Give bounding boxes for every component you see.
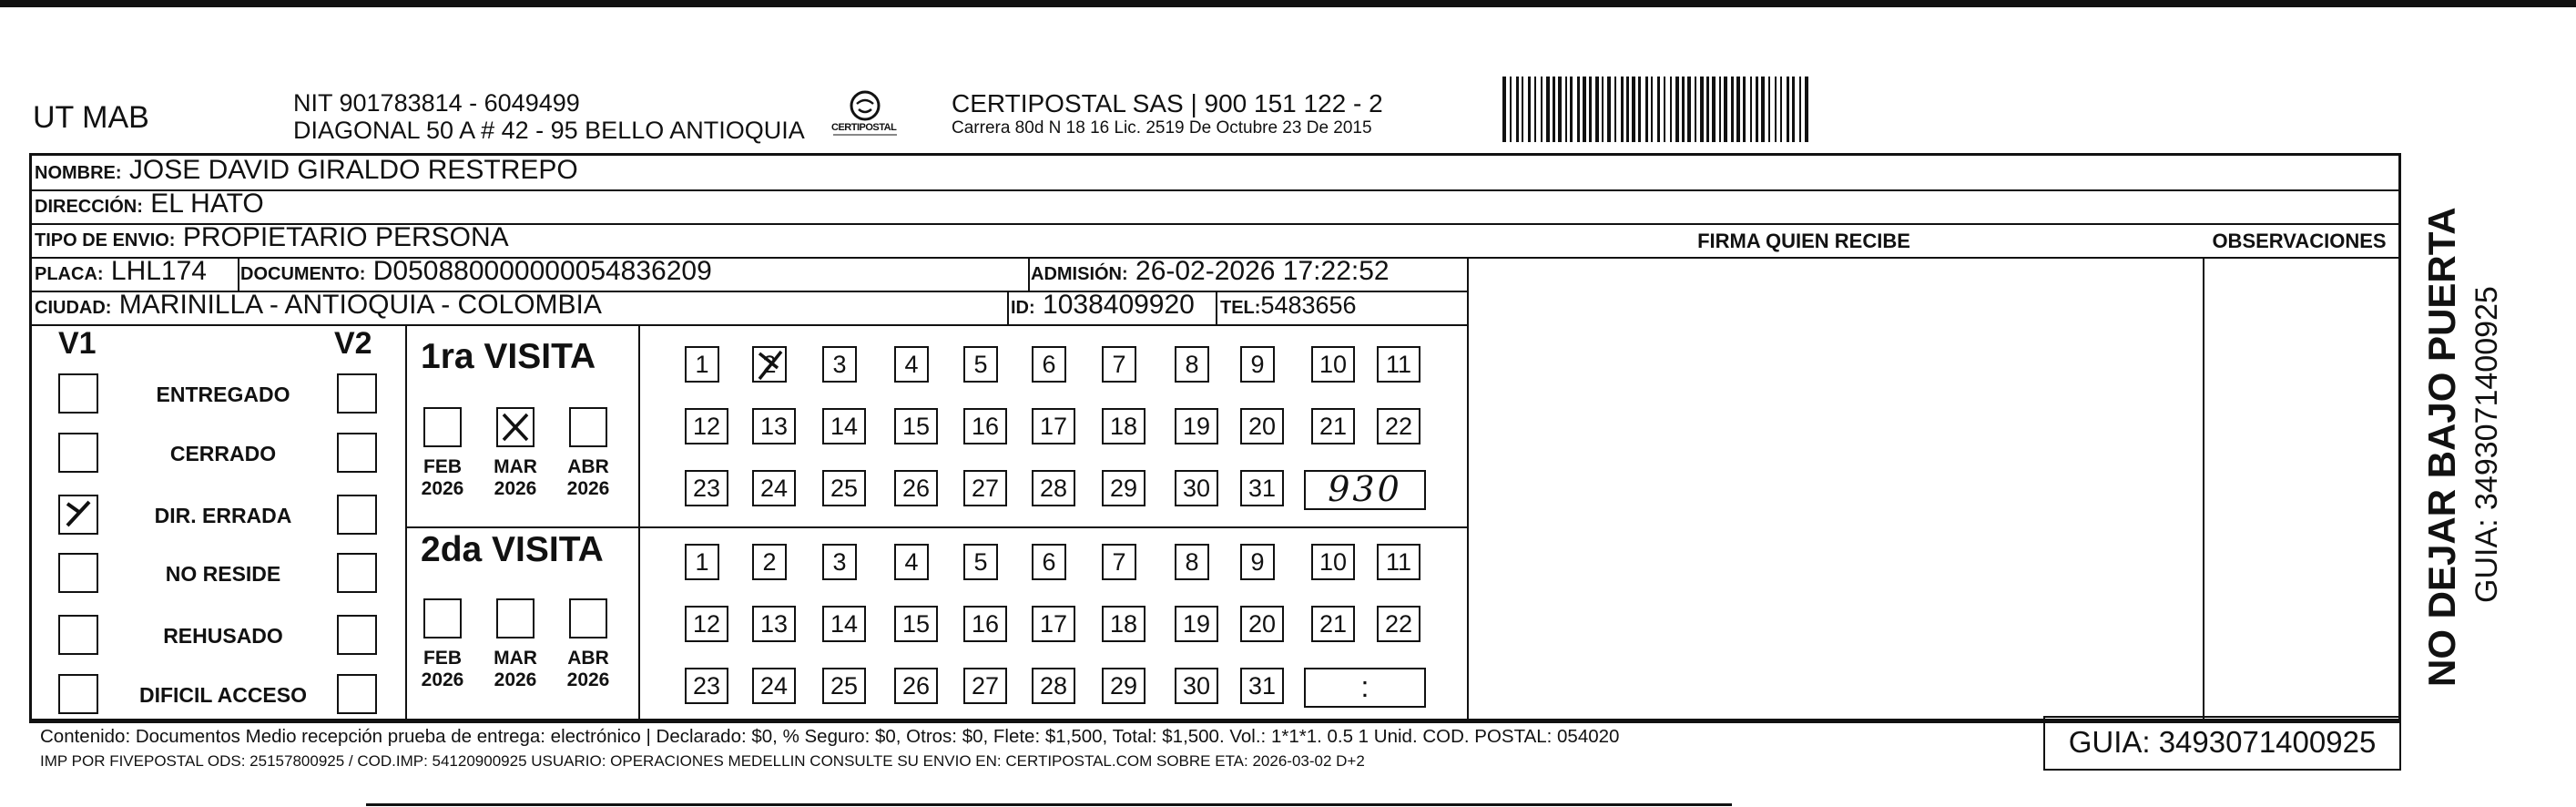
day-box[interactable] <box>1311 346 1355 383</box>
month-name: ABR <box>567 456 609 477</box>
day-number: 27 <box>971 475 1000 502</box>
tel-label: TEL: <box>1220 298 1261 318</box>
day-box[interactable] <box>1032 470 1075 506</box>
day-number: 26 <box>901 672 931 700</box>
license-line: Carrera 80d N 18 16 Lic. 2519 De Octubre 23 De 2015 <box>952 118 1372 138</box>
day-number: 3 <box>832 351 847 378</box>
v1-checkbox[interactable] <box>58 553 98 593</box>
day-number: 13 <box>759 413 789 440</box>
day-number: 24 <box>759 475 789 502</box>
day-number: 30 <box>1182 475 1211 502</box>
day-number: 14 <box>830 413 859 440</box>
id-value: 1038409920 <box>1043 290 1195 320</box>
day-box[interactable] <box>894 470 938 506</box>
day-number: 15 <box>901 610 931 638</box>
month-name: FEB <box>423 456 462 477</box>
v1-checkbox[interactable] <box>58 495 98 535</box>
day-number: 12 <box>692 610 721 638</box>
day-box[interactable] <box>894 544 929 580</box>
day-box[interactable] <box>1240 668 1284 704</box>
status-label: DIFICIL ACCESO <box>138 683 307 707</box>
visit-time: 930 <box>1328 469 1402 509</box>
day-box[interactable] <box>1377 408 1420 444</box>
day-number: 22 <box>1384 413 1413 440</box>
day-number: 1 <box>695 351 709 378</box>
day-box[interactable] <box>1102 470 1145 506</box>
admision-row <box>1031 254 1390 291</box>
day-number: 6 <box>1042 548 1056 576</box>
day-number: 20 <box>1247 413 1277 440</box>
day-box[interactable] <box>1102 346 1136 383</box>
day-box[interactable] <box>752 668 796 704</box>
day-number: 29 <box>1109 672 1138 700</box>
day-box[interactable] <box>1175 408 1218 444</box>
nit-line: NIT 901783814 - 6049499 <box>293 89 580 117</box>
month-checkbox[interactable] <box>496 407 535 447</box>
day-number: 11 <box>1385 351 1412 378</box>
day-number: 9 <box>1250 548 1265 576</box>
month-checkbox[interactable] <box>423 407 462 447</box>
day-box[interactable] <box>1240 346 1275 383</box>
day-box[interactable] <box>1175 606 1218 642</box>
day-box[interactable] <box>963 408 1007 444</box>
contenido-line: Contenido: Documentos Medio recepción prueba de entrega: electrónico | Declarado: $0, % Seguro: $0, Otros: $0, Flete: $1,500, Total: $1,500. Vol.: 1*1*1. 0.5 1 Unid. COD. POSTAL: 054020 <box>40 726 1620 747</box>
barcode <box>1502 77 2222 142</box>
day-number: 8 <box>1185 351 1199 378</box>
day-box[interactable] <box>685 544 719 580</box>
v1-checkbox[interactable] <box>58 373 98 414</box>
day-number: 21 <box>1319 413 1348 440</box>
documento-label: DOCUMENTO: <box>240 264 366 284</box>
placa-row <box>35 254 207 291</box>
day-number: 29 <box>1109 475 1138 502</box>
day-number: 19 <box>1182 610 1211 638</box>
month-checkbox[interactable] <box>569 407 607 447</box>
day-box[interactable] <box>1032 408 1075 444</box>
day-number: 26 <box>901 475 931 502</box>
day-box[interactable] <box>1311 544 1355 580</box>
day-box[interactable] <box>685 408 728 444</box>
day-box[interactable] <box>752 470 796 506</box>
day-number: 25 <box>830 475 859 502</box>
day-number: 5 <box>973 351 988 378</box>
nombre-row <box>35 153 578 190</box>
day-number: 28 <box>1039 672 1068 700</box>
day-box[interactable] <box>685 606 728 642</box>
v2-checkbox[interactable] <box>337 674 377 714</box>
day-box[interactable] <box>685 470 728 506</box>
status-label: DIR. ERRADA <box>154 504 292 527</box>
day-number: 4 <box>904 351 919 378</box>
day-box[interactable] <box>1240 408 1284 444</box>
day-box[interactable] <box>1311 408 1355 444</box>
day-box[interactable] <box>822 606 866 642</box>
documento-value: D050880000000054836209 <box>372 256 712 286</box>
address-line: DIAGONAL 50 A # 42 - 95 BELLO ANTIOQUIA <box>293 117 805 144</box>
status-label: NO RESIDE <box>165 562 281 586</box>
day-number: 18 <box>1109 413 1138 440</box>
day-number: 22 <box>1384 610 1413 638</box>
month-year: 2026 <box>421 669 464 690</box>
day-box[interactable] <box>1311 606 1355 642</box>
month-checkbox[interactable] <box>496 598 535 638</box>
first-visit-title: 1ra VISITA <box>421 337 596 376</box>
v1-checkbox[interactable] <box>58 674 98 714</box>
day-number: 16 <box>971 610 1000 638</box>
day-box[interactable] <box>1102 544 1136 580</box>
ciudad-label: CIUDAD: <box>35 298 112 318</box>
day-box[interactable] <box>1175 668 1218 704</box>
day-number: 17 <box>1039 610 1068 638</box>
day-box[interactable] <box>822 408 866 444</box>
admision-label: ADMISIÓN: <box>1031 264 1128 284</box>
day-box[interactable] <box>1032 606 1075 642</box>
day-box[interactable] <box>752 544 787 580</box>
day-number: 17 <box>1039 413 1068 440</box>
day-box[interactable] <box>963 668 1007 704</box>
month-year: 2026 <box>494 669 537 690</box>
day-number: 21 <box>1319 610 1348 638</box>
v1-checkbox[interactable] <box>58 615 98 655</box>
day-box[interactable] <box>1032 346 1066 383</box>
tipo-envio-row <box>35 220 509 258</box>
guia-box-text: GUIA: 3493071400925 <box>2068 725 2377 759</box>
status-label: REHUSADO <box>163 624 283 648</box>
day-number: 6 <box>1042 351 1056 378</box>
v2-checkbox[interactable] <box>337 553 377 593</box>
day-box[interactable] <box>822 544 857 580</box>
tel-value: 5483656 <box>1260 291 1357 319</box>
day-box[interactable] <box>1102 408 1145 444</box>
guia-box <box>2043 716 2401 771</box>
ut-label: UT MAB <box>33 100 149 135</box>
day-number: 1 <box>695 548 709 576</box>
visit-time-box[interactable] <box>1304 668 1426 708</box>
day-number: 3 <box>832 548 847 576</box>
second-visit-title: 2da VISITA <box>421 530 604 569</box>
day-number: 19 <box>1182 413 1211 440</box>
day-number: 13 <box>759 610 789 638</box>
day-box[interactable] <box>1032 668 1075 704</box>
day-number: 25 <box>830 672 859 700</box>
logo-text: CERTIPOSTAL <box>831 122 897 133</box>
day-box[interactable] <box>1240 470 1284 506</box>
placa-label: PLACA: <box>35 264 104 284</box>
day-box[interactable] <box>752 408 796 444</box>
ciudad-row <box>35 288 602 325</box>
certipostal-logo <box>824 86 906 149</box>
firma-header: FIRMA QUIEN RECIBE <box>1697 230 1910 252</box>
tipo-value: PROPIETARIO PERSONA <box>182 222 509 252</box>
day-number: 16 <box>971 413 1000 440</box>
id-row <box>1011 288 1195 325</box>
day-box[interactable] <box>1175 346 1209 383</box>
day-number: 8 <box>1185 548 1199 576</box>
day-box[interactable] <box>1240 544 1275 580</box>
day-box[interactable] <box>894 408 938 444</box>
day-box[interactable] <box>1175 544 1209 580</box>
status-label: CERRADO <box>169 442 277 465</box>
month-name: FEB <box>423 648 462 669</box>
day-number: 28 <box>1039 475 1068 502</box>
direccion-row <box>35 187 264 224</box>
day-box[interactable] <box>963 346 998 383</box>
month-name: MAR <box>494 648 537 669</box>
day-box[interactable] <box>963 544 998 580</box>
month-checkbox[interactable] <box>569 598 607 638</box>
visit-time: : <box>1360 670 1369 703</box>
day-number: 31 <box>1247 475 1277 502</box>
nombre-value: JOSE DAVID GIRALDO RESTREPO <box>128 155 578 185</box>
v1-header: V1 <box>58 326 97 361</box>
side-warning: NO DEJAR BAJO PUERTA <box>2420 207 2463 687</box>
day-number: 11 <box>1385 548 1412 576</box>
day-box[interactable] <box>822 346 857 383</box>
day-number: 27 <box>971 672 1000 700</box>
direccion-label: DIRECCIÓN: <box>35 197 143 217</box>
status-label: ENTREGADO <box>156 383 290 406</box>
day-number: 23 <box>692 672 721 700</box>
day-number: 9 <box>1250 351 1265 378</box>
top-edge-line <box>0 0 2576 7</box>
day-number: 24 <box>759 672 789 700</box>
observaciones-header: OBSERVACIONES <box>2212 230 2387 252</box>
day-number: 12 <box>692 413 721 440</box>
day-box[interactable] <box>1032 544 1066 580</box>
day-box[interactable] <box>752 606 796 642</box>
day-number: 7 <box>1112 351 1126 378</box>
day-box[interactable] <box>963 470 1007 506</box>
tel-row <box>1220 288 1357 325</box>
nombre-label: NOMBRE: <box>35 163 122 183</box>
day-box[interactable] <box>1240 606 1284 642</box>
documento-row <box>240 254 712 291</box>
month-year: 2026 <box>421 478 464 499</box>
id-label: ID: <box>1011 298 1035 318</box>
day-number: 4 <box>904 548 919 576</box>
day-number: 10 <box>1319 351 1348 378</box>
day-box[interactable] <box>822 470 866 506</box>
company-line: CERTIPOSTAL SAS | 900 151 122 - 2 <box>952 89 1383 117</box>
imp-line: IMP POR FIVEPOSTAL ODS: 25157800925 / COD.IMP: 54120900925 USUARIO: OPERACIONES MEDELLIN CONSULTE SU ENVIO EN: CERTIPOSTAL.COM SOBRE ETA: 2026-03-02 D+2 <box>40 752 1365 770</box>
direccion-value: EL HATO <box>150 189 264 219</box>
day-number: 20 <box>1247 610 1277 638</box>
month-name: ABR <box>567 648 609 669</box>
day-number: 30 <box>1182 672 1211 700</box>
day-box[interactable] <box>1102 606 1145 642</box>
admision-value: 26-02-2026 17:22:52 <box>1135 256 1390 286</box>
day-box[interactable] <box>1377 544 1420 580</box>
day-number: 5 <box>973 548 988 576</box>
v2-checkbox[interactable] <box>337 615 377 655</box>
day-number: 14 <box>830 610 859 638</box>
day-box[interactable] <box>894 606 938 642</box>
day-box[interactable] <box>685 668 728 704</box>
day-box[interactable] <box>1102 668 1145 704</box>
day-number: 31 <box>1247 672 1277 700</box>
ciudad-value: MARINILLA - ANTIOQUIA - COLOMBIA <box>118 290 602 320</box>
v2-checkbox[interactable] <box>337 495 377 535</box>
month-checkbox[interactable] <box>423 598 462 638</box>
day-number: 2 <box>762 548 777 576</box>
day-box[interactable] <box>894 346 929 383</box>
month-year: 2026 <box>566 478 610 499</box>
day-box[interactable] <box>1377 346 1420 383</box>
month-year: 2026 <box>494 478 537 499</box>
month-year: 2026 <box>566 669 610 690</box>
month-name: MAR <box>494 456 537 477</box>
day-box[interactable] <box>963 606 1007 642</box>
tipo-label: TIPO DE ENVIO: <box>35 230 176 250</box>
day-box[interactable] <box>685 346 719 383</box>
visit-time-box[interactable] <box>1304 470 1426 510</box>
v2-checkbox[interactable] <box>337 433 377 473</box>
v1-checkbox[interactable] <box>58 433 98 473</box>
day-box[interactable] <box>894 668 938 704</box>
day-box[interactable] <box>822 668 866 704</box>
day-number: 7 <box>1112 548 1126 576</box>
day-number: 2 <box>762 351 777 378</box>
day-box[interactable] <box>1175 470 1218 506</box>
day-number: 18 <box>1109 610 1138 638</box>
day-box[interactable] <box>752 346 787 383</box>
v2-checkbox[interactable] <box>337 373 377 414</box>
day-box[interactable] <box>1377 606 1420 642</box>
day-number: 23 <box>692 475 721 502</box>
placa-value: LHL174 <box>110 256 207 286</box>
day-number: 15 <box>901 413 931 440</box>
day-number: 10 <box>1319 548 1348 576</box>
v2-header: V2 <box>334 326 372 361</box>
side-guia: GUIA: 3493071400925 <box>2469 286 2504 603</box>
bottom-edge-line <box>366 803 1732 806</box>
